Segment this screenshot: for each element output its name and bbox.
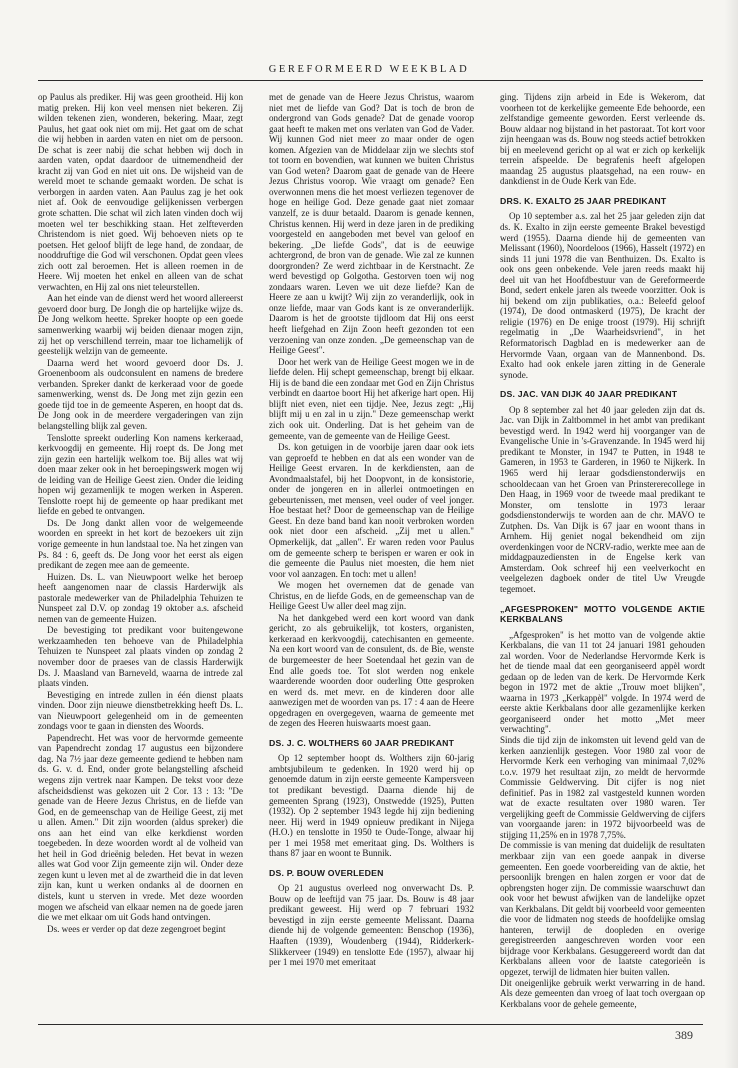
paragraph: op Paulus als prediker. Hij was geen grootheid. Hij kon matig preken. Hij kon veel mensen niet bekeren. Zij wilden tekenen zien, wonderen, bekering. Maar, zegt Paulus, het gaat ook niet om mij. Het gaat om de schat die wij hebben in aarden vaten en niet om de persoon. De schat is zeer nabij die schat hebben wij doch in aarden vaten, opdat daardoor de uitnemendheid der kracht zij van God en niet uit ons. De wijsheid van de wereld moet te schande gemaakt worden. De schat is verborgen in aarden vaten. Aan Paulus zag je het ook niet af. Ook de eenvoudige gelijkenissen verbergen grote schatten. Die schat wil zich laten vinden doch wij moeten wel ter beschikking staan. Het zelfteverden Christendom is niet goed. Wij behoeven niets op te poetsen. Het geloof blijft de lege hand, de zondaar, de nooddruftige die God wil verschonen. Opdat geen vlees zich oott zal beroemen. Het is alleen roemen in de Heere. Wij moeten het enkel en alleen van de schat verwachten, en Hij zal ons niet teleurstellen. [38, 92, 243, 292]
paragraph: Daarna werd het woord gevoerd door Ds. J. Groenenboom als oudconsulent en namens de bredere verbanden. Spreker dankt de kerkeraad voor de goede samenwerking, wenst ds. De Jong met zijn gezin een goede tijd toe in de gemeente Asperen, en hoopt dat ds. De Jong ook in de meerdere vergaderingen van zijn belangstelling blijk zal geven. [38, 357, 243, 431]
paragraph: Aan het einde van de dienst werd het woord allereerst gevoerd door burg. De Jongh die op hartelijke wijze ds. De Jong welkom heette. Spreker hoopte op een goede samenwerking waarbij wij beiden dienaar mogen zijn, zij het op verschillend terrein, maar toe lichamelijk of geestelijk welzijn van de gemeente. [38, 293, 243, 357]
section-heading: DS. P. BOUW OVERLEDEN [269, 867, 384, 878]
paragraph: De bevestiging tot predikant voor buitengewone werkzaamheden ten behoeve van de Philadelphia Tehuizen te Nunspeet zal plaats vinden op zondag 2 november door de praeses van de classis Harderwijk Ds. J. Maasland van Barneveld, waarna de intrede zal plaats vinden. [38, 625, 243, 689]
masthead-rule [38, 80, 703, 81]
paragraph: Op 12 september hoopt ds. Wolthers zijn 60-jarig ambtsjubileum te gedenken. In 1920 werd hij op genoemde datum in zijn eerste gemeente Kampersveen tot predikant bevestigd. Daarna diende hij de gemeenten Sprang (1923), Onstwedde (1925), Putten (1932). Op 2 september 1943 legde hij zijn bediening neer. Hij werd in 1949 opnieuw predikant in Nijega (H.O.) en tenslotte in 1950 te Oude-Tonge, alwaar hij per 1 mei 1958 met emeritaat ging. Ds. Wolthers is thans 87 jaar en woont te Bunnik. [269, 753, 474, 859]
paragraph: Op 8 september zal het 40 jaar geleden zijn dat ds. Jac. van Dijk in Zaltbommel in het ambt van predikant bevestigd werd. In 1942 werd hij voorganger van de Evangelische Unie in 's-Gravenzande. In 1945 werd hij predikant te Monster, in 1947 te Putten, in 1948 te Gameren, in 1953 te Garderen, in 1960 te Nijkerk. In 1965 werd hij leraar godsdienstonderwijs en schooldecaan van het Groen van Prinstererecollege in Den Haag, in 1969 voor de tweede maal predikant te Monster, om tenslotte in 1973 leraar godsdienstonderwijs te worden aan de chr. MAVO te Zutphen. Ds. Van Dijk is 67 jaar en woont thans in Arnhem. Hij geniet nogal bekendheid om zijn overdenkingen voor de NCRV-radio, werkte mee aan de middagpauzediensten in de Engelse kerk van Amsterdam. Ook schreef hij een veelverkocht en veelgelezen dagboek onder de titel Uw Vreugde tegemoet. [500, 404, 705, 594]
section-heading: „AFGESPROKEN" MOTTO VOLGENDE AKTIE KERKBALANS [500, 603, 705, 625]
page-number: 389 [675, 1028, 693, 1042]
paragraph: Na het dankgebed werd een kort woord van dank gericht, zo als gebruikelijk, tot kosters, organisten, kerkeraad en kerkvoogdij, catechisanten en gemeente. Na een kort woord van de consulent, ds. de Bie, wenste de burgemeester de heer Soetendaal het gezin van de End alle goeds toe. Tot slot werden nog enkele waarderende woorden door ouderling Otte gesproken en werd ds. met mevr. en de kinderen door alle aanwezigen met de woorden van ps. 17 : 4 aan de Heere opgedragen en overgegeven, waarna de gemeente met de zegen des Heeren huiswaarts moest gaan. [269, 612, 474, 729]
paragraph: ging. Tijdens zijn arbeid in Ede is Wekerom, dat voorheen tot de kerkelijke gemeente Ede behoorde, een zelfstandige gemeente geworden. Eerst verleende ds. Bouw aldaar nog bijstand in het pastoraat. Tot kort voor zijn heengaan was ds. Bouw nog steeds actief betrokken bij en meelevend gericht op al wat er zich op kerkelijk terrein afspeelde. De begrafenis heeft afgelopen maandag 25 augustus plaatsgehad, na een rouw- en dankdienst in de Oude Kerk van Ede. [500, 92, 705, 187]
paragraph: We mogen het overnemen dat de genade van Christus, en de liefde Gods, en de gemeenschap van de Heilige Geest Uw aller deel mag zijn. [269, 580, 474, 612]
paragraph: Ds. kon getuigen in de voorbije jaren daar ook iets van geproefd te hebben en dat als een wonder van de Heilige Geest ervaren. In de kerkdiensten, aan de Avondmaalstafel, bij het Doopvont, in de konsistorie, onder de jongeren en in allerlei ontmoetingen en gebeurtenissen, met mensen, veel ouder of veel jonger. Hoe bestaat het? Door de gemeenschap van de Heilige Geest. En deze band band kan nooit verbroken worden ook niet door een afscheid. „Zij met u allen." Opmerkelijk, dat „allen". Er waren reden voor Paulus om de gemeente scherp te berispen er waren er ook in die gemeente die Paulus niet moesten, die hem niet voor vol aanzagen. En toch: met u allen! [269, 442, 474, 579]
section-heading: DRS. K. EXALTO 25 JAAR PREDIKANT [500, 195, 667, 206]
column-2 [269, 92, 474, 1022]
paragraph: Ds. wees er verder op dat deze zegengroet begint [47, 923, 226, 934]
scan-edge-shadow [724, 0, 738, 1068]
paragraph: met de genade van de Heere Jezus Christus, waarom niet met de liefde van God? Dat is toch de bron de ondergrond van Gods genade? Dat de genade voorop gaat heeft te maken met ons verlaten van God de Vader. Wij kunnen God niet meer zo maar onder de ogen komen. Afgezien van de Middelaar zijn we slechts stof tot toorn en bovendien, wat kunnen we buiten Christus van God weten? Daarom gaat de genade van de Heere Jezus Christus voorop. Wie vraagt om genade? Een overwonnen mens die het moest verliezen tegenover de hoge en heilige God. Deze genade gaat niet zomaar vanzelf, ze is duur betaald. Daarom is genade kennen, Christus kennen. Hij werd in deze jaren in de prediking voorgesteld en aangeboden met bevel van geloof en bekering. „De liefde Gods", dat is de eeuwige achtergrond, de bron van de genade. Wie zal ze kunnen doorgronden? Ze werd zichtbaar in de Kerstnacht. Ze werd bevestigd op Golgotha. Gestorven toen wij nog zondaars waren. Leven we uit deze liefde? Kan de Heere ze aan u kwijt? Wij zijn zo veranderlijk, ook in onze liefde, maar van Gods kant is ze onveranderlijk. Daarom is het de grootste tijdloom dat Hij ons eerst heeft liefgehad en Zijn Zoon heeft gezonden tot een verzoening van onze zonden. „De gemeenschap van de Heilige Geest". [269, 92, 474, 356]
column-3 [500, 92, 705, 1022]
paragraph: Op 10 september a.s. zal het 25 jaar geleden zijn dat ds. K. Exalto in zijn eerste gemeente Brakel bevestigd werd (1955). Daarna diende hij de gemeenten van Melissant (1960), Noordeloos (1966), Hasselt (1972) en sinds 11 juni 1978 die van Benthuizen. Ds. Exalto is ook ons geen onbekende. Vele jaren reeds maakt hij deel uit van het Hoofdbestuur van de Gereformeerde Bond, sedert enkele jaren als tweede voorzitter. Ook is hij bekend om zijn publikaties, o.a.: Beleefd geloof (1974), De dood ontmaskerd (1975), De kracht der religie (1976) en De enige troost (1979). Hij schrijft regelmatig in „De Waarheidsvriend", in het Reformatorisch Dagblad en is medewerker aan de Hervormde Vaan, orgaan van de Mannenbond. Ds. Exalto had ook enkele jaren zitting in de Generale synode. [500, 211, 705, 380]
paragraph: Bevestiging en intrede zullen in één dienst plaats vinden. Door zijn nieuwe dienstbetrekking heeft Ds. L. van Nieuwpoort gelegenheid om in de gemeenten zondags voor te gaan in diensten des Woords. [38, 689, 243, 732]
masthead-title: GEREFORMEERD WEEKBLAD [268, 64, 470, 75]
paragraph: Op 21 augustus overleed nog onverwacht Ds. P. Bouw op de leeftijd van 75 jaar. Ds. Bouw is 48 jaar predikant geweest. Hij werd op 7 februari 1932 bevestigd in zijn eerste gemeente Melissant. Daarna diende hij de volgende gemeenten: Benschop (1936), Haaften (1939), Woudenberg (1944), Ridderkerk-Slikkerveer (1949) en tenslotte Ede (1957), alwaar hij per 1 mei 1970 met emeritaat [269, 883, 474, 968]
section-heading: DS. JAC. VAN DIJK 40 JAAR PREDIKANT [500, 389, 678, 400]
paragraph: Ds. De Jong dankt allen voor de welgemeende woorden en spreekt in het kort de bezoekers uit zijn vorige gemeente in hun landstaal toe. Na het zingen van Ps. 84 : 6, geeft ds. De Jong voor het eerst als eigen predikant de zegen mee aan de gemeente. [38, 517, 243, 571]
footer-rule [38, 1024, 703, 1025]
paragraph: Huizen. Ds. L. van Nieuwpoort welke het beroep heeft aangenomen naar de classis Harderwijk als pastorale medewerker van de Philadelphia Tehuizen te Nunspeet zal D.V. op zondag 19 oktober a.s. afscheid nemen van de gemeente Huizen. [38, 571, 243, 624]
paragraph: Papendrecht. Het was voor de hervormde gemeente van Papendrecht zondag 17 augustus een bijzondere dag. Na 7½ jaar deze gemeente gediend te hebben nam ds. G. v. d. End, onder grote belangstelling afscheid wegens zijn vertrek naar Kampen. De tekst voor deze afscheidsdienst was gekozen uit 2 Cor. 13 : 13: "De genade van de Heere Jezus Christus, en de liefde van God, en de gemeenschap van de Heilige Geest, zij met u allen. Amen." Dit zijn woorden (aldus spreker) die ons aan het eind van elke kerkdienst worden toegebeden. In deze woorden wordt al de volheid van het heil in God drieënig beleden. Het bevat in wezen alles wat God voor Zijn gemeente zijn wil. Onder deze zegen kunt u leven met al de zwartheid die in dat leven zijn kan, kunt u werken ondanks al de doornen en distels, kunt u sterven in vrede. Met deze woorden mogen we afscheid van elkaar nemen na de goede jaren die we met elkaar om uit Gods hand ontvingen. [38, 732, 243, 923]
paragraph: „Afgesproken" is het motto van de volgende aktie Kerkbalans, die van 11 tot 24 januari 1981 gehouden zal worden. Voor de Nederlandse Hervormde Kerk is het de tiende maal dat een georganiseerd appèl wordt gedaan op de leden van de kerk. De Hervormde Kerk begon in 1972 met de aktie „Trouw moet blijken", waarna in 1973 „Kerkappèl" volgde. In 1974 werd de eerste aktie Kerkbalans door alle gezamenlijke kerken georganiseerd onder het motto „Met meer verwachting". Sinds die tijd zijn de inkomsten uit levend geld van de kerken aanzienlijk gestegen. Voor 1980 zal voor de Hervormde Kerk een verhoging van minimaal 7,02% t.o.v. 1979 het resultaat zijn, zo meldt de hervormde Commissie Geldwerving. Dit cijfer is nog niet definitief. Pas in 1982 zal vastgesteld kunnen worden wat de exacte resultaten over 1980 waren. Ter vergelijking geeft de Commissie Geldwerving de cijfers van voorgaande jaren: in 1972 bijvoorbeeld was de stijging 11,25% en in 1978 7,75%. De commissie is van mening dat duidelijk de resultaten merkbaar zijn van een goede aanpak in diverse gemeenten. Een goede voorbereiding van de aktie, het persoonlijk brengen en halen zorgen er voor dat de opbrengsten hoger zijn. De commissie waarschuwt dan ook voor het bewust afwijken van de landelijke opzet van Kerkbalans. Dit geldt bij voorbeeld voor gemeenten die voor de lidmaten nog steeds de hoofdelijke omslag hanteren, terwijl de doopleden en overige geregistreerden aangeschreven worden voor een bijdrage voor Kerkbalans. Gesuggereerd wordt dan dat Kerkbalans alleen voor de laatste categorieën is opgezet, terwijl de lidmaten hier buiten vallen. Dit oneigenlijke gebruik werkt verwarring in de hand. Als deze gemeenten dan vroeg of laat toch overgaan op Kerkbalans voor de gehele gemeente, [500, 629, 705, 1009]
paragraph: Door het werk van de Heilige Geest mogen we in de liefde delen. Hij schept gemeenschap, brengt bij elkaar. Hij is de band die een zondaar met God en Zijn Christus verbindt en daartoe boort Hij het afkerige hart open. Hij blijft niet even, niet een tijdje. Nee, Jezus zegt: „Hij blijft mij u en zal in u zijn." Deze gemeenschap werkt zich ook uit. Onderling. Dat is het geheim van de gemeente, van de gemeente van de Heilige Geest. [269, 356, 474, 441]
paragraph: Tenslotte spreekt ouderling Kon namens kerkeraad, kerkvoogdij en gemeente. Hij roept ds. De Jong met zijn gezin een hartelijk welkom toe. Bij alles wat wij doen maar zeker ook in het beroepingswerk mogen wij de leiding van de Heilige Geest zien. Onder die leiding hopen wij gezamenlijk te mogen werken in Asperen. Tenslotte roept hij de gemeente op haar predikant met liefde en gebed te ontvangen. [38, 432, 243, 517]
section-heading: DS. J. C. WOLTHERS 60 JAAR PREDIKANT [269, 737, 455, 748]
column-1 [38, 92, 243, 1022]
